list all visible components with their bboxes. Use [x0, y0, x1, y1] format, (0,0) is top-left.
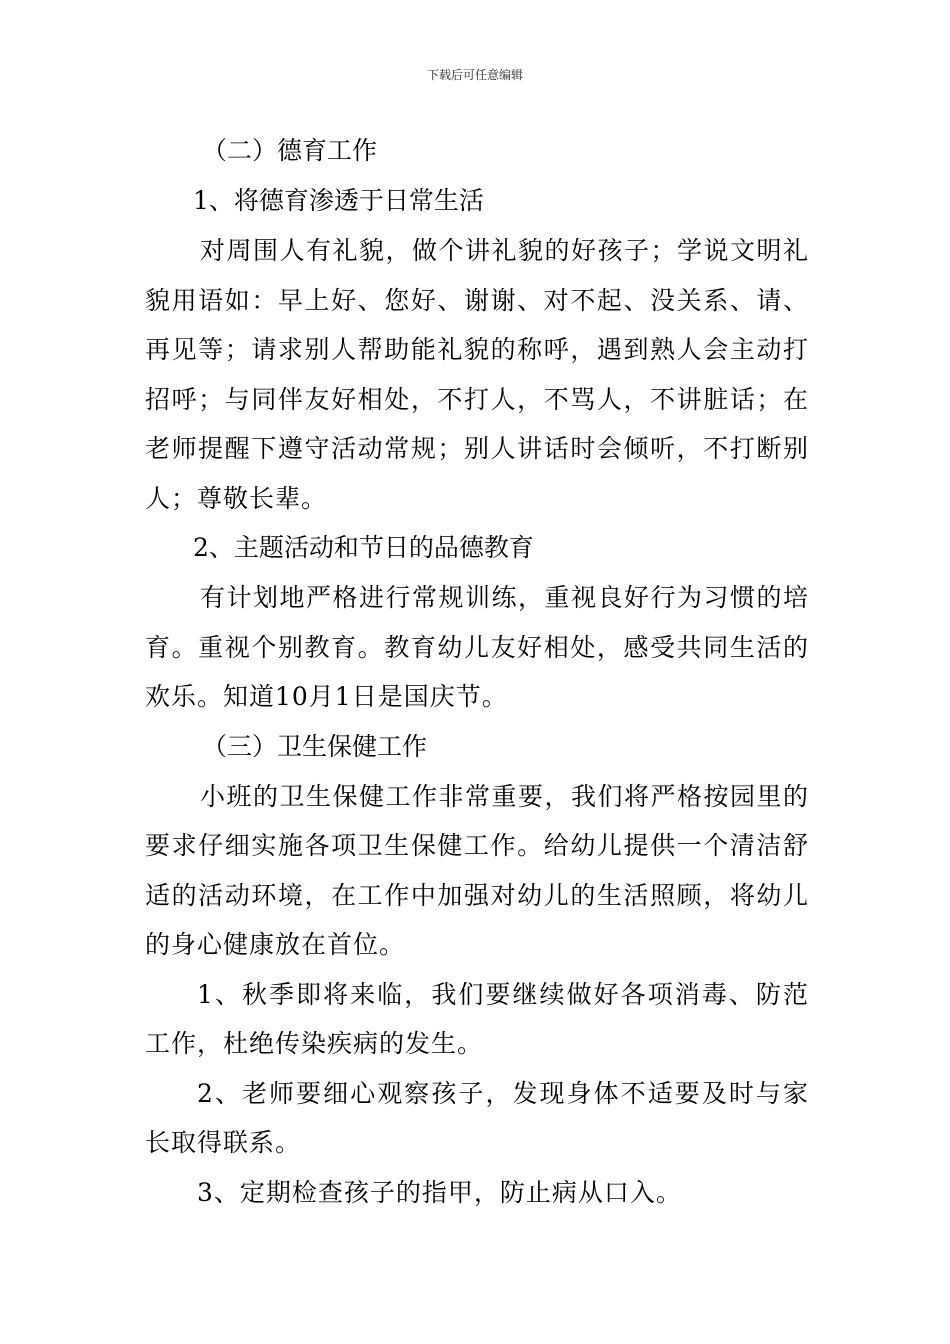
subheading-daily-life: 1、将德育渗透于日常生活	[193, 186, 484, 215]
paragraph-disinfection: 1、秋季即将来临，我们要继续做好各项消毒、防范工作，杜绝传染疾病的发生。	[145, 979, 809, 1058]
paragraph-check-nails: 3、定期检查孩子的指甲，防止病从口入。	[197, 1177, 682, 1207]
subheading-theme-activities: 2、主题活动和节日的品德教育	[193, 533, 534, 562]
header-note: 下载后可任意编辑	[426, 68, 523, 82]
document-body	[145, 126, 809, 1217]
paragraph-routine-training: 有计划地严格进行常规训练，重视良好行为习惯的培育。重视个别教育。教育幼儿友好相处，感受共同生活的欢乐。知道10月1日是国庆节。	[145, 583, 809, 711]
paragraph-politeness: 对周围人有礼貌，做个讲礼貌的好孩子；学说文明礼貌用语如：早上好、您好、谢谢、对不起、没关系、请、再见等；请求别人帮助能礼貌的称呼，遇到熟人会主动打招呼；与同伴友好相处，不打人，不骂人，不讲脏话；在老师提醒下遵守活动常规；别人讲话时会倾听，不打断别人；尊敬长辈。	[145, 236, 809, 513]
section-heading-moral-education: （二）德育工作	[202, 136, 378, 165]
paragraph-observe-children: 2、老师要细心观察孩子，发现身体不适要及时与家长取得联系。	[145, 1078, 809, 1157]
section-heading-health-care: （三）卫生保健工作	[202, 731, 428, 761]
paragraph-health-care-intro: 小班的卫生保健工作非常重要，我们将严格按园里的要求仔细实施各项卫生保健工作。给幼儿提供一个清洁舒适的活动环境，在工作中加强对幼儿的生活照顾，将幼儿的身心健康放在首位。	[145, 781, 809, 959]
